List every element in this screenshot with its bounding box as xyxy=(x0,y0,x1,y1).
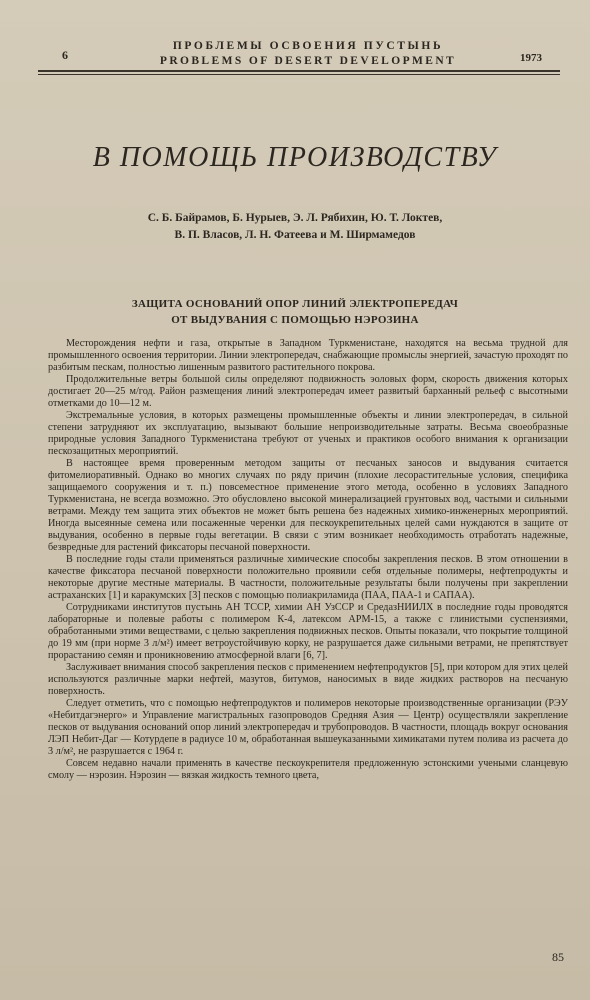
article-title-line-2: ОТ ВЫДУВАНИЯ С ПОМОЩЬЮ НЭРОЗИНА xyxy=(171,314,419,326)
journal-title-ru: ПРОБЛЕМЫ ОСВОЕНИЯ ПУСТЫНЬ xyxy=(172,40,444,52)
paragraph: В последние годы стали применяться различные химические способы закрепления песков. В этом отношении в качестве фиксатора песчаной поверхности положительно проявили себя отдельные полимеры, нефтепродукты и некоторые другие местные материалы. В частности, положительные результаты были получены при закреплении астраханских [1] и каракумских [3] песков с помощью полиакриламида (ПАА, ПАА-1 и САПАА). xyxy=(48,554,568,601)
header-page-number: 6 xyxy=(62,48,68,62)
header-year: 1973 xyxy=(520,52,542,64)
article-title xyxy=(80,296,510,328)
article-title-line-1: ЗАЩИТА ОСНОВАНИЙ ОПОР ЛИНИЙ ЭЛЕКТРОПЕРЕДАЧ xyxy=(131,298,459,310)
paragraph: Сотрудниками институтов пустынь АН ТССР, химии АН УзССР и СредазНИИЛХ в последние годы проводятся лабораторные и полевые работы с полимером К-4, латексом АРМ-15, а также с глинистыми суспензиями, обработанными этими веществами, с целью закрепления подвижных песков. Опыты показали, что покрытие толщиной до 19 мм (при норме 3 л/м²) имеет ветроустойчивую корку, не разрушается даже сильными ветрами, не препятствует прорастанию семян и проникновению атмосферной влаги [6, 7]. xyxy=(48,602,568,661)
paragraph: Экстремальные условия, в которых размещены промышленные объекты и линии электропередач, в сильной степени затрудняют их эксплуатацию, вызывают большие непроизводительные затраты. Весьма своеобразные природные условия Западного Туркменистана требуют от ученых и практиков особого внимания к организации пескозащитных мероприятий. xyxy=(48,410,568,457)
article-body xyxy=(48,338,568,782)
section-title: В ПОМОЩЬ ПРОИЗВОДСТВУ xyxy=(92,142,498,173)
journal-title-en: PROBLEMS OF DESERT DEVELOPMENT xyxy=(159,55,457,67)
footer-page-number: 85 xyxy=(552,950,564,964)
paragraph: Продолжительные ветры большой силы определяют подвижность эоловых форм, скорость движения которых достигает 20—25 м/год. Район размещения линий электропередач имеет развитый барханный рельеф с высотными отметками до 10—12 м. xyxy=(48,374,568,409)
paragraph: Совсем недавно начали применять в качестве пескоукрепителя предложенную эстонскими учеными сланцевую смолу — нэрозин. Нэрозин — вязкая жидкость темного цвета, xyxy=(48,758,568,781)
running-header xyxy=(38,40,560,72)
authors-line-2: В. П. Власов, Л. Н. Фатеева и М. Ширмамедов xyxy=(174,229,416,241)
author-list xyxy=(90,210,500,244)
paragraph: Следует отметить, что с помощью нефтепродуктов и полимеров некоторые производственные организации (РЭУ «Небитдагэнерго» и Управление магистральных газопроводов Средняя Азия — Центр) осуществляли закрепление песков от выдувания оснований опор линий электропередач и трубопроводов. В частности, площадь вокруг основания ЛЭП Небит-Даг — Котурдепе в радиусе 10 м, обработанная вышеуказанными химикатами путем полива из расчета до 3 л/м², не разрушается с 1964 г. xyxy=(48,698,568,757)
header-rule-thin xyxy=(38,74,560,75)
paragraph: Заслуживает внимания способ закрепления песков с применением нефтепродуктов [5], при котором для этих целей используются различные марки нефтей, мазутов, битумов, наносимых в виде жидких растворов на песчаную поверхность. xyxy=(48,662,568,697)
paragraph: В настоящее время проверенным методом защиты от песчаных заносов и выдувания считается фитомелиоративный. Однако во многих случаях по ряду причин (плохие лесорастительные условия, специфика защищаемого сооружения и т. п.) повсеместное применение этого метода, особенно в условиях Западного Туркменистана, не всегда возможно. Это обусловлено высокой минерализацией грунтовых вод, частыми и сильными ветрами. Между тем защита этих объектов не может быть решена без надежных химико-инженерных мероприятий. Иногда высеянные семена или посаженные черенки для пескоукрепительных целей сами нуждаются в защите от выдувания, особенно в первые годы вегетации. В связи с этим возникает необходимость отработать надежные, безвредные для растений фиксаторы песчаной поверхности. xyxy=(48,458,568,553)
authors-line-1: С. Б. Байрамов, Б. Нурыев, Э. Л. Рябихин, Ю. Т. Локтев, xyxy=(147,212,443,224)
header-rule-thick xyxy=(38,70,560,72)
paragraph: Месторождения нефти и газа, открытые в Западном Туркменистане, находятся на весьма трудной для промышленного освоения территории. Линии электропередач, снабжающие промыслы энергией, зачастую проходят по разбитым пескам, полностью лишенным развитого растительного покрова. xyxy=(48,338,568,373)
